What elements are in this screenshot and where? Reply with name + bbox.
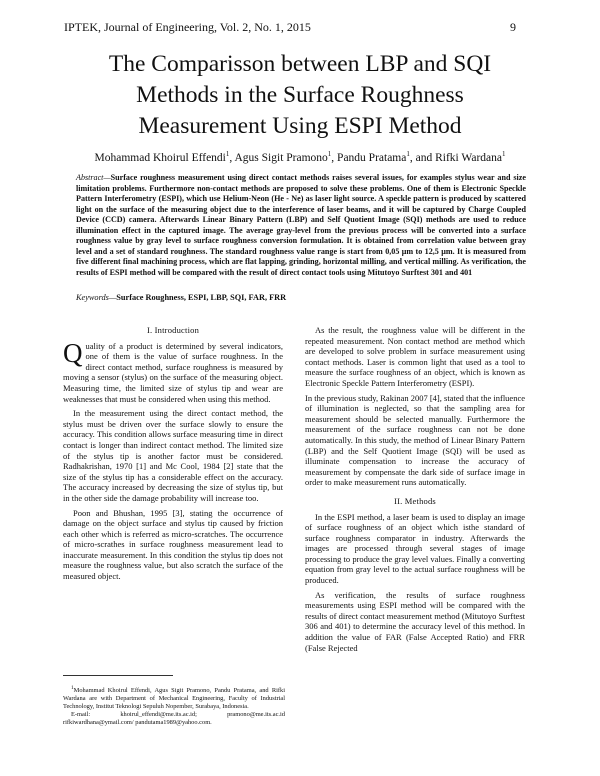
affiliation-mark: 1: [327, 150, 332, 158]
keywords-label: Keywords: [76, 293, 109, 302]
drop-cap: Q: [63, 337, 83, 368]
footnote-affiliation-text: Mohammad Khoirul Effendi, Agus Sigit Pramono, Pandu Pratama, and Rifki Wardana are with Department of Mechanical Engineering, Faculty of Industrial Technology, Institut Teknologi Sepuluh Nopember, Surabaya, Indonesia.: [63, 687, 285, 711]
right-paragraph-1: As the result, the roughness value will be different in the repeated measurement. Non contact method are method which are developed to solve problem in surface measurement using contact methods. Laser is common light that used as a tool to measure the surface roughness of an object, which is known as Electronic Speckle Pattern Interferometry (ESPI).: [305, 325, 525, 388]
footnote-mark: 1: [71, 685, 74, 691]
footnote: [63, 684, 285, 727]
intro-paragraph-1: [63, 337, 283, 405]
intro-paragraph-1-text: uality of a product is determined by several indicators, one of them is the value of surface roughness. In the direct contact method, surface roughness is measured by moving a sensor (stylus) on the surface of the measuring object. Measuring time, the limited size of stylus tip and wear are weaknesses that must be considered when using this method.: [63, 340, 283, 404]
affiliation-mark: 1: [225, 150, 230, 158]
author-separator: , and: [409, 151, 436, 164]
author-3: Pandu Pratama: [337, 151, 407, 164]
title-line-2: Methods in the Surface Roughness: [136, 82, 464, 108]
abstract-dash: —: [103, 173, 111, 182]
section-heading-introduction: I. Introduction: [146, 325, 200, 335]
author-separator: ,: [229, 151, 235, 164]
methods-paragraph-2: As verification, the results of surface roughness measurements using ESPI method will be compared with the results of direct contact measurement method (Mitutoyo Surftest 306 and 401) to determine the accuracy level of this method. In addition the value of FAR (False Accepted Ratio) and FRR (False Rejected: [305, 589, 525, 653]
keywords: [76, 292, 526, 303]
intro-paragraph-2: In the measurement using the direct contact method, the stylus must be driven over the surface slowly to ensure the accuracy. This condition allows surface measuring time in direct contact is longer than indirect contact method. The limited size of the stylus tip is another factor must be considered. Radhakrishan, 1970 [1] and Mc Cool, 1984 [2] state that the size of the stylus tip has a considerable effect on the accuracy. The accuracy increased by decreasing the size of stylus tip, but in the other side the damage probability will increase too.: [63, 408, 283, 503]
journal-citation: IPTEK, Journal of Engineering, Vol. 2, No. 1, 2015: [64, 20, 311, 34]
footnote-rule: [63, 675, 173, 676]
intro-paragraph-3: Poon and Bhushan, 1995 [3], stating the occurrence of damage on the object surface and stylus tip caused by friction each other which is referred as micro-scratches. The occurrence of micro-scrathes in surface roughness measurement lead to inaccurate measurement. In this condition the stylus tip does not measure the roughness value, but also scratch the surface of the measured object.: [63, 507, 283, 582]
author-separator: ,: [331, 151, 338, 164]
title-line-1: The Comparisson between LBP and SQI: [108, 51, 492, 77]
right-column: [305, 325, 525, 657]
page-number: 9: [510, 20, 516, 34]
author-1: Mohammad Khoirul Effendi: [94, 151, 226, 164]
abstract-label: Abstract: [76, 173, 104, 182]
left-column: [63, 325, 283, 586]
abstract-text: Surface roughness measurement using direct contact methods raises several issues, for examples stylus wear and size limitation problems. Furthermore non-contact methods are proposed to solve these problems. One of them is Electronic Speckle Pattern Interferometry (ESPI), which use Helium-Neon (He - Ne) as laser light source. A speckle pattern is produced by scattered light on the surface of the measuring object due to the interference of laser beams, and it will be captured by Charge Coupled Device (CCD) camera. Afterwards Linear Binary Pattern (LBP) and Self Quotient Image (SQI) methods are used to reduce illumination effect in the captured image. The average gray-level from the previous process will be converted into a surface roughness value by gray level to surface roughness conversion formulation. It is obtained from correlation value between gray level and a set of standard roughness. The standard roughness value range is start from 0,05 μm to 12,5 μm. It is measured from five different final machining process, which are flat lapping, grinding, horizontal milling, and vertical milling. As verification, the results of ESPI method will be compared with the result of direct contact tools using Mitutoyo Surftest 301 and 401: [76, 173, 526, 277]
author-4: Rifki Wardana: [435, 151, 502, 164]
author-list: [40, 150, 560, 164]
author-2: Agus Sigit Pramono: [234, 151, 328, 164]
affiliation-mark: 1: [501, 150, 506, 158]
title-line-3: Measurement Using ESPI Method: [138, 113, 462, 139]
right-paragraph-2: In the previous study, Rakinan 2007 [4], stated that the influence of illumination is neglected, so that the sampling area for measurement should be selected manually. Furthermore the measurement of the surface roughness can not be done automatically. In this study, the method of Linear Binary Pattern (LBP) and the Self Quotient Image (SQI) will be used as illuminate compensation to increase the accuracy of measurement by compensate the dark side of surface image in order to make measurement runs automatically.: [305, 392, 525, 488]
keywords-dash: —: [108, 293, 117, 302]
paper-title: [40, 49, 560, 142]
abstract: [76, 173, 526, 278]
keywords-value: Surface Roughness, ESPI, LBP, SQI, FAR, FRR: [116, 293, 287, 302]
section-heading-methods: II. Methods: [394, 495, 436, 506]
methods-paragraph-1: In the ESPI method, a laser beam is used to display an image of surface roughness of an object which isthe standard of surface roughness comparator in industry. Afterwards the images are processed through several stages of image processing to produce the gray level values. Finally a converting equation from gray level to the actual surface roughness will be produced.: [305, 511, 525, 586]
footnote-email: E-mail: khoirul_effendi@me.its.ac.id; pramono@me.its.ac.id rifkiwardhana@ymail.com/ pandutama1989@yahoo.com.: [63, 711, 285, 727]
footnote-affiliation: [63, 684, 285, 711]
affiliation-mark: 1: [406, 150, 410, 158]
